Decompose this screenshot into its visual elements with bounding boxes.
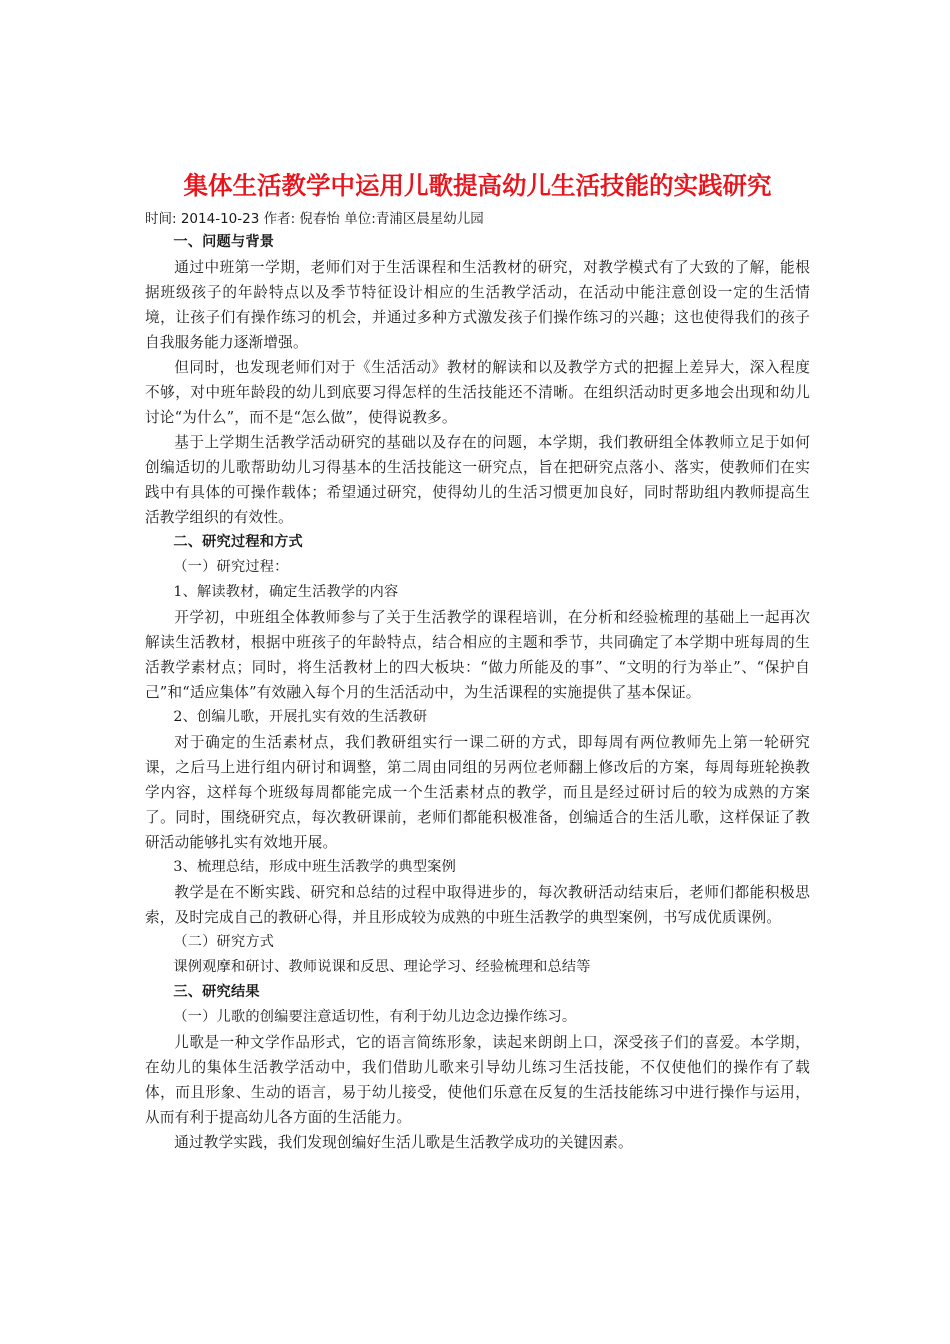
article-body [145,230,810,1155]
paragraph: 对于确定的生活素材点，我们教研组实行一课二研的方式，即每周有两位教师先上第一轮研究课，之后马上进行组内研讨和调整，第二周由同组的另两位老师翻上修改后的方案，每周每班轮换教学内容，这样每个班级每周都能完成一个生活素材点的教学，而且是经过研讨后的较为成熟的方案了。同时，围绕研究点，每次教研课前，老师们都能积极准备，创编适合的生活儿歌，这样保证了教研活动能够扎实有效地开展。 [145,734,810,851]
document-page [145,168,810,1155]
paragraph: 教学是在不断实践、研究和总结的过程中取得进步的，每次教研活动结束后，老师们都能积极思索，及时完成自己的教研心得，并且形成较为成熟的中班生活教学的典型案例，书写成优质课例。 [145,884,810,926]
paragraph: 基于上学期生活教学活动研究的基础以及存在的问题，本学期，我们教研组全体教师立足于如何创编适切的儿歌帮助幼儿习得基本的生活技能这一研究点，旨在把研究点落小、落实，使教师们在实践中有具体的可操作载体；希望通过研究，使得幼儿的生活习惯更加良好，同时帮助组内教师提高生活教学组织的有效性。 [145,434,810,526]
subheading: （二）研究方式 [173,934,275,950]
subheading: 2、创编儿歌，开展扎实有效的生活教研 [173,709,428,725]
paragraph: 儿歌是一种文学作品形式，它的语言简练形象，读起来朗朗上口，深受孩子们的喜爱。本学期，在幼儿的集体生活教学活动中，我们借助儿歌来引导幼儿练习生活技能，不仅使他们的操作有了载体，而且形象、生动的语言，易于幼儿接受，使他们乐意在反复的生活技能练习中进行操作与运用，从而有利于提高幼儿各方面的生活能力。 [145,1034,810,1126]
paragraph: 开学初，中班组全体教师参与了关于生活教学的课程培训，在分析和经验梳理的基础上一起再次解读生活教材，根据中班孩子的年龄特点，结合相应的主题和季节，共同确定了本学期中班每周的生活教学素材点；同时，将生活教材上的四大板块：“做力所能及的事”、“文明的行为举止”、“保护自己”和“适应集体”有效融入每个月的生活活动中，为生活课程的实施提供了基本保证。 [145,609,810,701]
subheading: （一）研究过程： [173,559,289,575]
article-meta: 时间: 2014-10-23 作者: 倪春怡 单位:青浦区晨星幼儿园 [145,211,484,227]
section-heading-3: 三、研究结果 [173,984,260,1000]
document-title: 集体生活教学中运用儿歌提高幼儿生活技能的实践研究 [183,171,772,200]
paragraph: 通过中班第一学期，老师们对于生活课程和生活教材的研究，对教学模式有了大致的了解，能根据班级孩子的年龄特点以及季节特征设计相应的生活教学活动，在活动中能注意创设一定的生活情境，让孩子们有操作练习的机会，并通过多种方式激发孩子们操作练习的兴趣；这也使得我们的孩子自我服务能力逐渐增强。 [145,259,810,351]
paragraph: 通过教学实践，我们发现创编好生活儿歌是生活教学成功的关键因素。 [174,1134,633,1151]
subheading: 3、梳理总结，形成中班生活教学的典型案例 [173,859,456,875]
paragraph: 但同时，也发现老师们对于《生活活动》教材的解读和以及教学方式的把握上差异大，深入程度不够，对中班年龄段的幼儿到底要习得怎样的生活技能还不清晰。在组织活动时更多地会出现和幼儿讨论“为什么”，而不是“怎么做”，使得说教多。 [145,359,810,426]
subheading: 1、解读教材，确定生活教学的内容 [173,584,399,600]
paragraph: 课例观摩和研讨、教师说课和反思、理论学习、经验梳理和总结等 [173,959,591,975]
section-heading-2: 二、研究过程和方式 [173,534,303,550]
subheading: （一）儿歌的创编要注意适切性，有利于幼儿边念边操作练习。 [173,1009,577,1025]
section-heading-1: 一、问题与背景 [173,234,275,250]
